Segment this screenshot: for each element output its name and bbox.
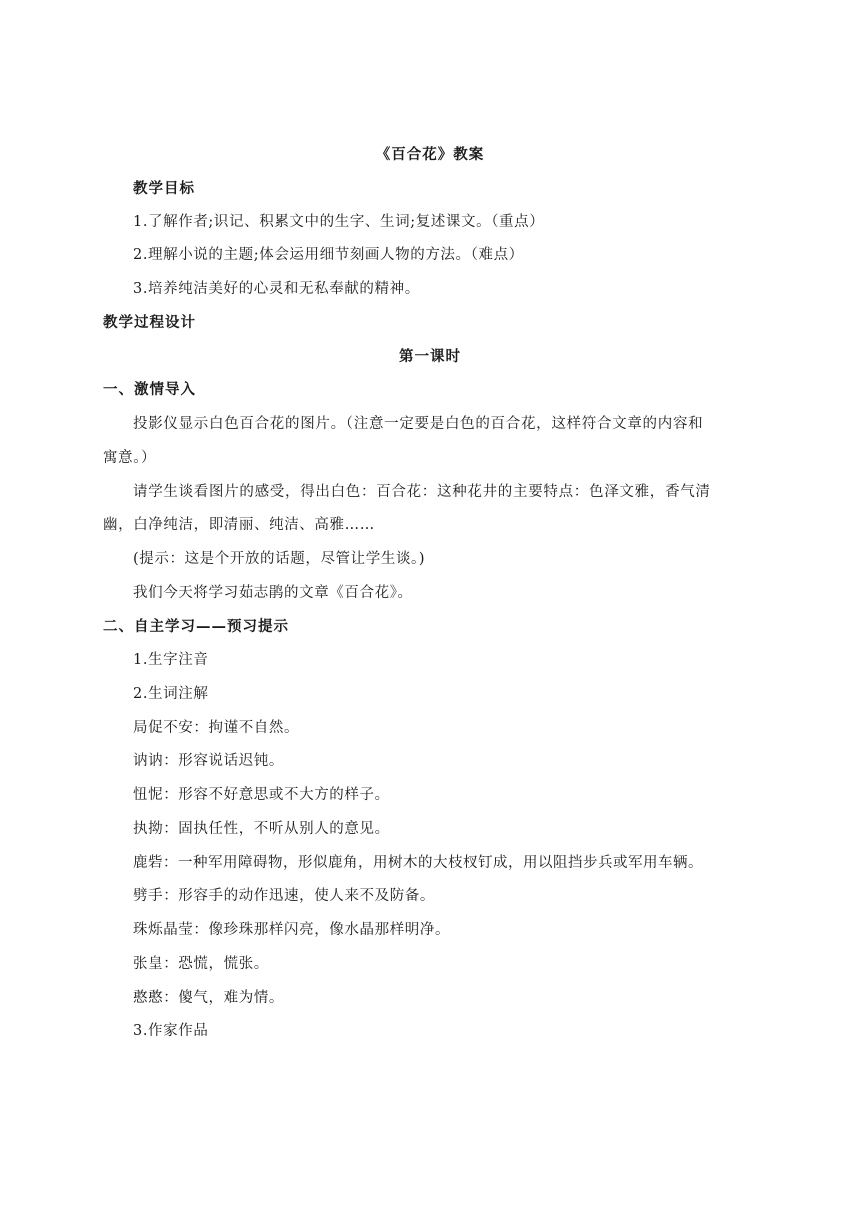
goals-heading: 教学目标 (133, 181, 195, 197)
section-1-paragraph-1-line-1: 投影仪显示白色百合花的图片。（注意一定要是白色的百合花，这样符合文章的内容和 (133, 416, 704, 432)
section-1-paragraph-2-line-2: 幽，白净纯洁，即清丽、纯洁、高雅…… (103, 517, 375, 533)
goal-item-1: 1.了解作者;识记、积累文中的生字、生词;复述课文。（重点） (133, 214, 545, 230)
goal-item-2: 2.理解小说的主题;体会运用细节刻画人物的方法。（难点） (133, 247, 524, 263)
document-title: 《百合花》教案 (375, 147, 485, 163)
word-entry: 憨憨：傻气，难为情。 (133, 990, 284, 1006)
section-2-item-3: 3.作家作品 (133, 1023, 209, 1039)
section-1-paragraph-4: 我们今天将学习茹志鹃的文章《百合花》。 (133, 585, 413, 601)
word-entry: 张皇：恐慌，慌张。 (133, 956, 269, 972)
goal-item-3: 3.培养纯洁美好的心灵和无私奉献的精神。 (133, 281, 420, 297)
word-entry: 局促不安：拘谨不自然。 (133, 720, 300, 736)
section-1-paragraph-1-line-2: 寓意。） (103, 450, 157, 466)
section-2-item-2: 2.生词注解 (133, 686, 209, 702)
word-entry: 执拗：固执任性，不听从别人的意见。 (133, 821, 390, 837)
section-2-item-1: 1.生字注音 (133, 652, 209, 668)
section-2-heading: 二、自主学习——预习提示 (103, 619, 289, 635)
word-entry: 讷讷：形容说话迟钝。 (133, 753, 284, 769)
lesson-heading: 第一课时 (399, 349, 461, 365)
section-1-paragraph-2-line-1: 请学生谈看图片的感受，得出白色：百合花：这种花井的主要特点：色泽文雅，香气清 (133, 484, 711, 500)
word-entry: 忸怩：形容不好意思或不大方的样子。 (133, 787, 390, 803)
section-1-heading: 一、激情导入 (103, 382, 196, 398)
word-entry: 劈手：形容手的动作迅速，使人来不及防备。 (133, 888, 435, 904)
word-entry: 珠烁晶莹：像珍珠那样闪亮，像水晶那样明净。 (133, 922, 451, 938)
word-entry: 鹿砦：一种军用障碍物，形似鹿角，用树木的大枝杈钉成，用以阻挡步兵或军用车辆。 (133, 855, 703, 871)
section-1-paragraph-3: (提示：这是个开放的话题，尽管让学生谈。) (133, 551, 426, 567)
process-heading: 教学过程设计 (103, 315, 196, 331)
